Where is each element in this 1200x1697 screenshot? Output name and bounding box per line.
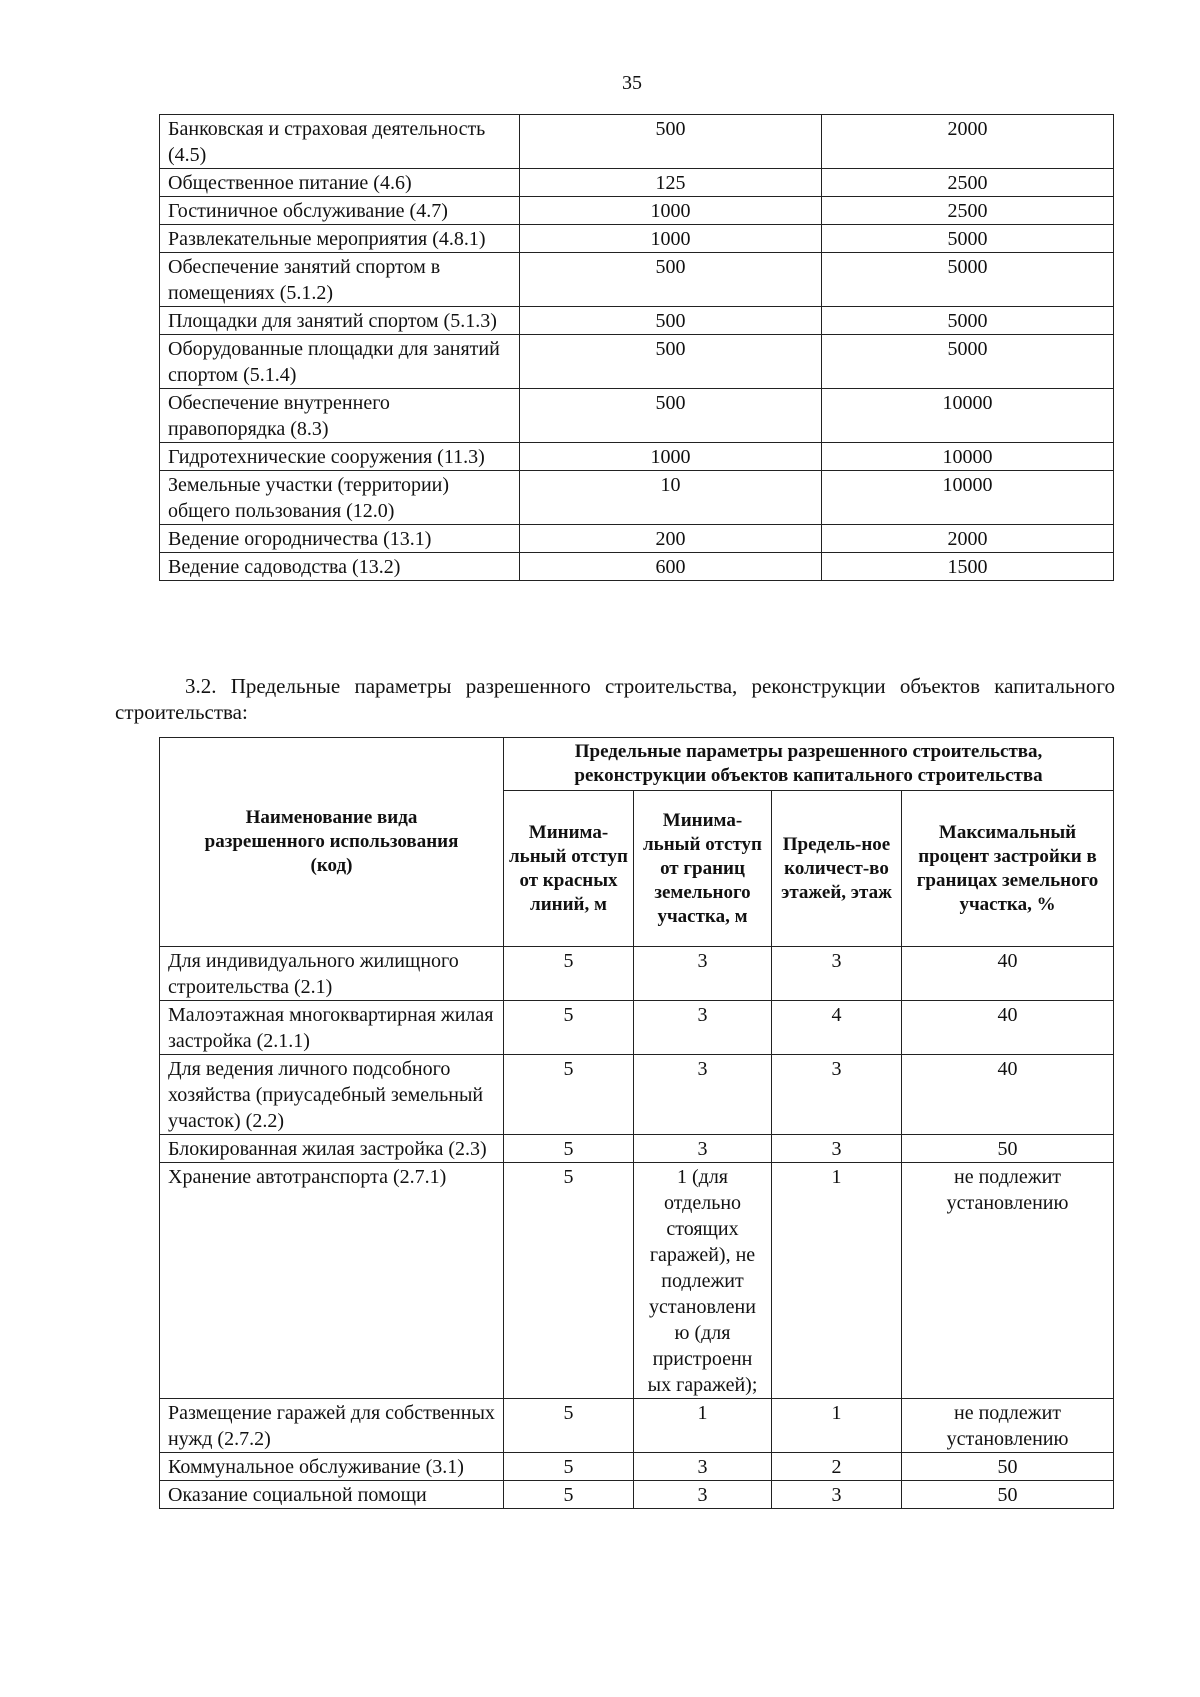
table-row bbox=[160, 525, 1114, 553]
table-row bbox=[160, 335, 1114, 389]
construction-params-table bbox=[159, 737, 1114, 1509]
percent-cell: 50 bbox=[902, 1453, 1114, 1481]
table-row bbox=[160, 1399, 1114, 1453]
floors-cell: 3 bbox=[772, 1481, 902, 1509]
boundaries-cell: 3 bbox=[634, 1001, 772, 1055]
table-row bbox=[160, 169, 1114, 197]
min-area-cell: 500 bbox=[520, 115, 822, 169]
floors-cell: 3 bbox=[772, 1135, 902, 1163]
percent-cell: не подлежит установлению bbox=[902, 1399, 1114, 1453]
percent-cell: 40 bbox=[902, 1055, 1114, 1135]
use-type-cell: Хранение автотранспорта (2.7.1) bbox=[160, 1163, 504, 1399]
table-row bbox=[160, 253, 1114, 307]
red-lines-cell: 5 bbox=[504, 1163, 634, 1399]
use-type-cell: Размещение гаражей для собственных нужд (2.7.2) bbox=[160, 1399, 504, 1453]
boundaries-cell: 3 bbox=[634, 1481, 772, 1509]
use-type-cell: Ведение огородничества (13.1) bbox=[160, 525, 520, 553]
header-use-type: Наименование вида разрешенного использования (код) bbox=[160, 738, 504, 947]
max-area-cell: 5000 bbox=[822, 307, 1114, 335]
min-area-cell: 500 bbox=[520, 335, 822, 389]
max-area-cell: 10000 bbox=[822, 443, 1114, 471]
boundaries-cell: 3 bbox=[634, 1453, 772, 1481]
max-area-cell: 2000 bbox=[822, 525, 1114, 553]
floors-cell: 4 bbox=[772, 1001, 902, 1055]
red-lines-cell: 5 bbox=[504, 1481, 634, 1509]
min-area-cell: 1000 bbox=[520, 197, 822, 225]
max-area-cell: 5000 bbox=[822, 335, 1114, 389]
percent-cell: 40 bbox=[902, 947, 1114, 1001]
red-lines-cell: 5 bbox=[504, 1001, 634, 1055]
max-area-cell: 2000 bbox=[822, 115, 1114, 169]
min-area-cell: 500 bbox=[520, 307, 822, 335]
floors-cell: 1 bbox=[772, 1399, 902, 1453]
boundaries-cell: 3 bbox=[634, 947, 772, 1001]
table-row bbox=[160, 947, 1114, 1001]
max-area-cell: 2500 bbox=[822, 197, 1114, 225]
red-lines-cell: 5 bbox=[504, 1453, 634, 1481]
percent-cell: 50 bbox=[902, 1135, 1114, 1163]
use-type-cell: Оборудованные площадки для занятий спортом (5.1.4) bbox=[160, 335, 520, 389]
floors-cell: 3 bbox=[772, 947, 902, 1001]
section-3-2-paragraph bbox=[115, 673, 1115, 725]
use-type-cell: Коммунальное обслуживание (3.1) bbox=[160, 1453, 504, 1481]
boundaries-cell: 1 bbox=[634, 1399, 772, 1453]
min-area-cell: 1000 bbox=[520, 443, 822, 471]
table-row bbox=[160, 115, 1114, 169]
use-type-cell: Обеспечение занятий спортом в помещениях (5.1.2) bbox=[160, 253, 520, 307]
percent-cell: 40 bbox=[902, 1001, 1114, 1055]
floors-cell: 3 bbox=[772, 1055, 902, 1135]
use-type-cell: Для ведения личного подсобного хозяйства (приусадебный земельный участок) (2.2) bbox=[160, 1055, 504, 1135]
use-type-cell: Развлекательные мероприятия (4.8.1) bbox=[160, 225, 520, 253]
percent-cell: 50 bbox=[902, 1481, 1114, 1509]
use-type-cell: Для индивидуального жилищного строительства (2.1) bbox=[160, 947, 504, 1001]
boundaries-cell: 1 (для отдельно стоящих гаражей), не подлежит установлени ю (для пристроенн ых гаражей); bbox=[634, 1163, 772, 1399]
red-lines-cell: 5 bbox=[504, 1135, 634, 1163]
lot-size-table bbox=[159, 114, 1114, 581]
use-type-cell: Блокированная жилая застройка (2.3) bbox=[160, 1135, 504, 1163]
max-area-cell: 5000 bbox=[822, 253, 1114, 307]
min-area-cell: 125 bbox=[520, 169, 822, 197]
use-type-cell: Оказание социальной помощи bbox=[160, 1481, 504, 1509]
header-percent: Максимальный процент застройки в границах земельного участка, % bbox=[902, 791, 1114, 947]
table-row bbox=[160, 1163, 1114, 1399]
red-lines-cell: 5 bbox=[504, 1055, 634, 1135]
boundaries-cell: 3 bbox=[634, 1135, 772, 1163]
table-row bbox=[160, 307, 1114, 335]
max-area-cell: 10000 bbox=[822, 389, 1114, 443]
floors-cell: 2 bbox=[772, 1453, 902, 1481]
header-red-lines: Минима-льный отступ от красных линий, м bbox=[504, 791, 634, 947]
boundaries-cell: 3 bbox=[634, 1055, 772, 1135]
min-area-cell: 1000 bbox=[520, 225, 822, 253]
table-row bbox=[160, 1481, 1114, 1509]
use-type-cell: Площадки для занятий спортом (5.1.3) bbox=[160, 307, 520, 335]
table-row bbox=[160, 443, 1114, 471]
section-text: Предельные параметры разрешенного строительства, реконструкции объектов капитального строительства: bbox=[115, 674, 1115, 724]
red-lines-cell: 5 bbox=[504, 947, 634, 1001]
red-lines-cell: 5 bbox=[504, 1399, 634, 1453]
header-boundaries: Минима-льный отступ от границ земельного участка, м bbox=[634, 791, 772, 947]
header-floors: Предель-ное количест-во этажей, этаж bbox=[772, 791, 902, 947]
min-area-cell: 500 bbox=[520, 253, 822, 307]
use-type-cell: Гидротехнические сооружения (11.3) bbox=[160, 443, 520, 471]
max-area-cell: 1500 bbox=[822, 553, 1114, 581]
min-area-cell: 600 bbox=[520, 553, 822, 581]
page-number: 35 bbox=[622, 72, 642, 94]
min-area-cell: 200 bbox=[520, 525, 822, 553]
use-type-cell: Банковская и страховая деятельность (4.5) bbox=[160, 115, 520, 169]
table-row bbox=[160, 1055, 1114, 1135]
min-area-cell: 500 bbox=[520, 389, 822, 443]
table-row bbox=[160, 471, 1114, 525]
table-row bbox=[160, 553, 1114, 581]
header-group: Предельные параметры разрешенного строительства, реконструкции объектов капитального строительства bbox=[504, 738, 1114, 791]
floors-cell: 1 bbox=[772, 1163, 902, 1399]
section-number: 3.2. bbox=[185, 674, 217, 698]
table-row bbox=[160, 197, 1114, 225]
use-type-cell: Гостиничное обслуживание (4.7) bbox=[160, 197, 520, 225]
max-area-cell: 5000 bbox=[822, 225, 1114, 253]
min-area-cell: 10 bbox=[520, 471, 822, 525]
use-type-cell: Обеспечение внутреннего правопорядка (8.3) bbox=[160, 389, 520, 443]
use-type-cell: Ведение садоводства (13.2) bbox=[160, 553, 520, 581]
use-type-cell: Общественное питание (4.6) bbox=[160, 169, 520, 197]
table-row bbox=[160, 1001, 1114, 1055]
use-type-cell: Земельные участки (территории) общего пользования (12.0) bbox=[160, 471, 520, 525]
table-row bbox=[160, 1453, 1114, 1481]
table-row bbox=[160, 225, 1114, 253]
max-area-cell: 10000 bbox=[822, 471, 1114, 525]
table-row bbox=[160, 389, 1114, 443]
percent-cell: не подлежит установлению bbox=[902, 1163, 1114, 1399]
table-row bbox=[160, 1135, 1114, 1163]
max-area-cell: 2500 bbox=[822, 169, 1114, 197]
use-type-cell: Малоэтажная многоквартирная жилая застройка (2.1.1) bbox=[160, 1001, 504, 1055]
